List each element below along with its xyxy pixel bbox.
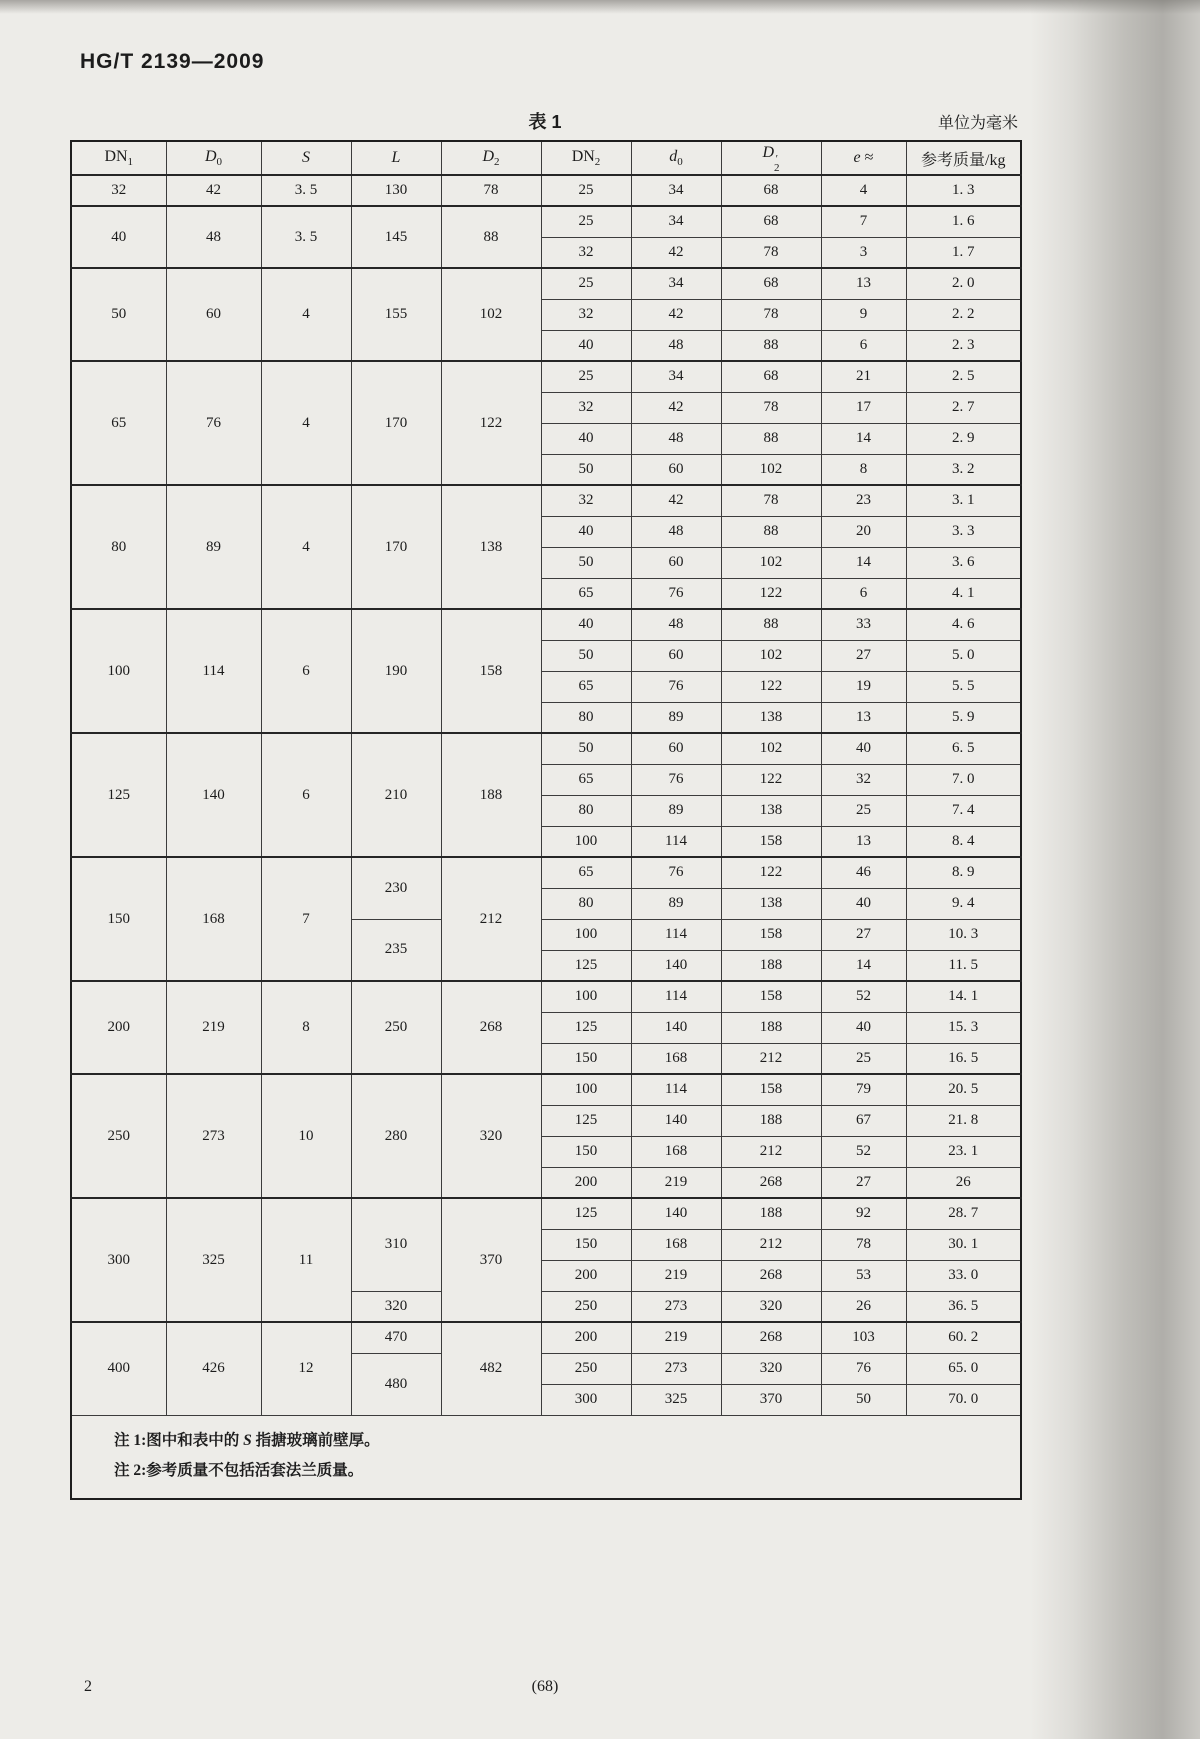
table-cell: 100 [541, 919, 631, 950]
table-row [71, 268, 1021, 299]
table-cell: 219 [166, 981, 261, 1074]
table-cell: 28. 7 [906, 1198, 1021, 1229]
table-cell: 76 [631, 857, 721, 888]
table-cell: 13 [821, 826, 906, 857]
table-cell: 2. 2 [906, 299, 1021, 330]
table-cell: 60 [631, 454, 721, 485]
table-cell: 60. 2 [906, 1322, 1021, 1353]
table-cell: 2. 5 [906, 361, 1021, 392]
table-cell: 250 [541, 1291, 631, 1322]
table-cell: 76 [631, 671, 721, 702]
table-cell: 80 [541, 795, 631, 826]
table-cell: 33 [821, 609, 906, 640]
table-cell: 140 [166, 733, 261, 857]
table-cell: 114 [631, 826, 721, 857]
table-cell: 76 [631, 764, 721, 795]
table-cell: 32 [71, 175, 166, 206]
table-cell: 5. 9 [906, 702, 1021, 733]
table-cell: 13 [821, 268, 906, 299]
table-cell: 138 [721, 795, 821, 826]
header-row [71, 141, 1021, 175]
table-cell: 235 [351, 919, 441, 981]
col-header-dn2: $DN_2$ [541, 141, 631, 175]
table-cell: 125 [541, 1198, 631, 1229]
col-header-dn1: $DN_1$ [71, 141, 166, 175]
table-cell: 23. 1 [906, 1136, 1021, 1167]
table-cell: 42 [631, 299, 721, 330]
table-cell: 114 [631, 919, 721, 950]
table-cell: 19 [821, 671, 906, 702]
unit-note: 单位为毫米 [937, 115, 1018, 132]
table-cell: 480 [351, 1353, 441, 1415]
table-cell: 200 [71, 981, 166, 1074]
table-cell: 470 [351, 1322, 441, 1353]
table-cell: 114 [631, 1074, 721, 1105]
table-cell: 32 [541, 299, 631, 330]
table-cell: 42 [166, 175, 261, 206]
table-cell: 2. 3 [906, 330, 1021, 361]
table-cell: 140 [631, 1198, 721, 1229]
table-cell: 9 [821, 299, 906, 330]
table-cell: 125 [541, 1105, 631, 1136]
table-row [71, 733, 1021, 764]
table-cell: 3. 5 [261, 175, 351, 206]
table-row [71, 1322, 1021, 1353]
table-row [71, 857, 1021, 888]
table-cell: 212 [721, 1043, 821, 1074]
table-cell: 168 [631, 1136, 721, 1167]
dimension-table [70, 140, 1022, 1500]
table-cell: 20 [821, 516, 906, 547]
table-cell: 8 [821, 454, 906, 485]
page-number: 2 [84, 1678, 92, 1695]
table-cell: 80 [541, 888, 631, 919]
center-page-number: (68) [531, 1678, 559, 1695]
table-cell: 78 [721, 485, 821, 516]
table-cell: 33. 0 [906, 1260, 1021, 1291]
table-cell: 1. 3 [906, 175, 1021, 206]
table-cell: 268 [721, 1322, 821, 1353]
table-cell: 219 [631, 1322, 721, 1353]
table-cell: 34 [631, 206, 721, 237]
table-cell: 34 [631, 361, 721, 392]
table-cell: 6 [821, 330, 906, 361]
table-cell: 60 [631, 640, 721, 671]
table-cell: 200 [541, 1322, 631, 1353]
table-cell: 3. 6 [906, 547, 1021, 578]
table-cell: 320 [721, 1291, 821, 1322]
table-cell: 53 [821, 1260, 906, 1291]
table-cell: 212 [721, 1136, 821, 1167]
table-cell: 89 [631, 795, 721, 826]
table-cell: 325 [166, 1198, 261, 1322]
table-cell: 46 [821, 857, 906, 888]
table-cell: 300 [541, 1384, 631, 1415]
table-cell: 114 [631, 981, 721, 1012]
table-cell: 9. 4 [906, 888, 1021, 919]
table-cell: 6. 5 [906, 733, 1021, 764]
table-cell: 3 [821, 237, 906, 268]
table-cell: 320 [721, 1353, 821, 1384]
table-cell: 140 [631, 1012, 721, 1043]
table-cell: 60 [631, 733, 721, 764]
table-row [71, 1198, 1021, 1229]
table-cell: 7. 0 [906, 764, 1021, 795]
table-cell: 65 [541, 578, 631, 609]
table-cell: 212 [721, 1229, 821, 1260]
table-cell: 15. 3 [906, 1012, 1021, 1043]
table-cell: 114 [166, 609, 261, 733]
table-cell: 482 [441, 1322, 541, 1415]
table-cell: 188 [721, 1198, 821, 1229]
table-row [71, 1074, 1021, 1105]
table-cell: 10 [261, 1074, 351, 1198]
table-cell: 65. 0 [906, 1353, 1021, 1384]
table-cell: 88 [721, 423, 821, 454]
table-cell: 27 [821, 1167, 906, 1198]
table-cell: 50 [541, 454, 631, 485]
table-cell: 7 [821, 206, 906, 237]
col-header-l: L [351, 141, 441, 175]
table-cell: 103 [821, 1322, 906, 1353]
table-cell: 14 [821, 547, 906, 578]
table-cell: 76 [166, 361, 261, 485]
table-cell: 170 [351, 361, 441, 485]
table-cell: 88 [721, 330, 821, 361]
table-cell: 42 [631, 392, 721, 423]
table-cell: 14. 1 [906, 981, 1021, 1012]
col-header-d2: $D_2$ [441, 141, 541, 175]
table-cell: 78 [721, 392, 821, 423]
table-cell: 122 [441, 361, 541, 485]
table-cell: 158 [441, 609, 541, 733]
table-cell: 8 [261, 981, 351, 1074]
table-cell: 4 [261, 485, 351, 609]
table-caption: 表 1 [528, 112, 562, 132]
table-cell: 212 [441, 857, 541, 981]
table-cell: 48 [166, 206, 261, 268]
table-caption-row [70, 108, 1020, 134]
table-cell: 25 [541, 206, 631, 237]
table-cell: 25 [541, 361, 631, 392]
table-cell: 200 [541, 1167, 631, 1198]
table-cell: 230 [351, 857, 441, 919]
table-row [71, 206, 1021, 237]
table-cell: 89 [631, 888, 721, 919]
table-cell: 67 [821, 1105, 906, 1136]
table-cell: 4. 6 [906, 609, 1021, 640]
table-notes [71, 1415, 1021, 1499]
table-cell: 48 [631, 516, 721, 547]
table-cell: 320 [441, 1074, 541, 1198]
table-cell: 78 [441, 175, 541, 206]
table-cell: 400 [71, 1322, 166, 1415]
table-cell: 50 [541, 733, 631, 764]
table-cell: 23 [821, 485, 906, 516]
table-cell: 88 [441, 206, 541, 268]
table-cell: 4 [821, 175, 906, 206]
table-cell: 89 [631, 702, 721, 733]
table-cell: 78 [721, 237, 821, 268]
table-cell: 65 [541, 764, 631, 795]
table-cell: 210 [351, 733, 441, 857]
table-cell: 25 [821, 1043, 906, 1074]
table-cell: 170 [351, 485, 441, 609]
table-cell: 68 [721, 175, 821, 206]
table-cell: 130 [351, 175, 441, 206]
table-cell: 48 [631, 330, 721, 361]
table-cell: 40 [71, 206, 166, 268]
table-cell: 32 [541, 485, 631, 516]
table-cell: 100 [541, 981, 631, 1012]
table-cell: 102 [441, 268, 541, 361]
table-cell: 88 [721, 609, 821, 640]
table-cell: 42 [631, 237, 721, 268]
table-cell: 268 [721, 1167, 821, 1198]
table-cell: 188 [721, 1105, 821, 1136]
table-cell: 40 [541, 516, 631, 547]
table-cell: 11 [261, 1198, 351, 1322]
table-cell: 7. 4 [906, 795, 1021, 826]
table-cell: 219 [631, 1167, 721, 1198]
table-cell: 158 [721, 981, 821, 1012]
col-header-d0-small: $d_0$ [631, 141, 721, 175]
table-cell: 10. 3 [906, 919, 1021, 950]
table-cell: 12 [261, 1322, 351, 1415]
table-cell: 1. 7 [906, 237, 1021, 268]
table-row [71, 361, 1021, 392]
table-cell: 52 [821, 1136, 906, 1167]
table-cell: 4 [261, 268, 351, 361]
table-cell: 102 [721, 733, 821, 764]
table-cell: 200 [541, 1260, 631, 1291]
table-row [71, 609, 1021, 640]
table-cell: 4. 1 [906, 578, 1021, 609]
table-cell: 68 [721, 268, 821, 299]
table-cell: 320 [351, 1291, 441, 1322]
table-cell: 2. 9 [906, 423, 1021, 454]
table-cell: 122 [721, 578, 821, 609]
table-cell: 40 [821, 733, 906, 764]
table-cell: 13 [821, 702, 906, 733]
table-cell: 125 [71, 733, 166, 857]
table-cell: 1. 6 [906, 206, 1021, 237]
table-cell: 280 [351, 1074, 441, 1198]
table-cell: 140 [631, 950, 721, 981]
table-cell: 5. 0 [906, 640, 1021, 671]
table-cell: 250 [541, 1353, 631, 1384]
table-cell: 34 [631, 175, 721, 206]
table-cell: 92 [821, 1198, 906, 1229]
col-header-e: e ≈ [821, 141, 906, 175]
table-cell: 100 [541, 1074, 631, 1105]
table-cell: 188 [721, 950, 821, 981]
table-cell: 125 [541, 1012, 631, 1043]
standard-code: HG/T 2139—2009 [80, 50, 265, 73]
table-cell: 50 [541, 640, 631, 671]
table-cell: 78 [721, 299, 821, 330]
table-cell: 273 [166, 1074, 261, 1198]
table-cell: 26 [821, 1291, 906, 1322]
table-cell: 5. 5 [906, 671, 1021, 702]
table-cell: 145 [351, 206, 441, 268]
note-1: 注 1:图中和表中的 S 指搪玻璃前壁厚。 [114, 1431, 380, 1449]
table-cell: 190 [351, 609, 441, 733]
table-cell: 370 [441, 1198, 541, 1322]
col-header-d2-prime: D ′ 2 [721, 141, 821, 175]
table-cell: 60 [166, 268, 261, 361]
table-cell: 21. 8 [906, 1105, 1021, 1136]
table-cell: 250 [351, 981, 441, 1074]
table-cell: 50 [821, 1384, 906, 1415]
table-cell: 68 [721, 206, 821, 237]
table-cell: 78 [821, 1229, 906, 1260]
table-cell: 2. 0 [906, 268, 1021, 299]
table-cell: 426 [166, 1322, 261, 1415]
table-cell: 3. 2 [906, 454, 1021, 485]
table-cell: 25 [541, 268, 631, 299]
table-row [71, 485, 1021, 516]
table-cell: 102 [721, 454, 821, 485]
table-cell: 158 [721, 919, 821, 950]
table-cell: 268 [721, 1260, 821, 1291]
table-cell: 48 [631, 423, 721, 454]
notes-row [71, 1415, 1021, 1499]
table-cell: 27 [821, 919, 906, 950]
table-cell: 158 [721, 826, 821, 857]
table-cell: 188 [441, 733, 541, 857]
table-cell: 150 [71, 857, 166, 981]
table-cell: 138 [721, 702, 821, 733]
table-cell: 155 [351, 268, 441, 361]
table-cell: 50 [541, 547, 631, 578]
table-cell: 370 [721, 1384, 821, 1415]
table-cell: 40 [541, 330, 631, 361]
table-cell: 8. 9 [906, 857, 1021, 888]
table-cell: 89 [166, 485, 261, 609]
table-cell: 219 [631, 1260, 721, 1291]
table-cell: 32 [821, 764, 906, 795]
table-row [71, 981, 1021, 1012]
table-cell: 4 [261, 361, 351, 485]
table-cell: 3. 3 [906, 516, 1021, 547]
table-cell: 3. 1 [906, 485, 1021, 516]
table-cell: 36. 5 [906, 1291, 1021, 1322]
table-cell: 122 [721, 764, 821, 795]
table-cell: 79 [821, 1074, 906, 1105]
table-cell: 68 [721, 361, 821, 392]
table-cell: 40 [821, 1012, 906, 1043]
table-cell: 138 [721, 888, 821, 919]
table-cell: 2. 7 [906, 392, 1021, 423]
table-cell: 273 [631, 1291, 721, 1322]
table-cell: 26 [906, 1167, 1021, 1198]
table-cell: 76 [821, 1353, 906, 1384]
table-cell: 100 [541, 826, 631, 857]
table-cell: 150 [541, 1229, 631, 1260]
table-cell: 14 [821, 950, 906, 981]
table-cell: 80 [71, 485, 166, 609]
table-cell: 250 [71, 1074, 166, 1198]
table-cell: 11. 5 [906, 950, 1021, 981]
table-cell: 188 [721, 1012, 821, 1043]
table-cell: 122 [721, 857, 821, 888]
table-cell: 7 [261, 857, 351, 981]
table-cell: 125 [541, 950, 631, 981]
table-cell: 52 [821, 981, 906, 1012]
table-cell: 60 [631, 547, 721, 578]
table-cell: 50 [71, 268, 166, 361]
table-cell: 6 [261, 733, 351, 857]
table-cell: 76 [631, 578, 721, 609]
table-cell: 150 [541, 1136, 631, 1167]
table-cell: 40 [821, 888, 906, 919]
table-cell: 268 [441, 981, 541, 1074]
table-cell: 80 [541, 702, 631, 733]
note-2: 注 2:参考质量不包括活套法兰质量。 [114, 1461, 364, 1479]
table-cell: 6 [261, 609, 351, 733]
table-cell: 25 [541, 175, 631, 206]
table-cell: 14 [821, 423, 906, 454]
table-cell: 122 [721, 671, 821, 702]
table-body [71, 175, 1021, 1415]
table-cell: 88 [721, 516, 821, 547]
col-header-d0: $D_0$ [166, 141, 261, 175]
table-cell: 6 [821, 578, 906, 609]
table-cell: 32 [541, 237, 631, 268]
table-cell: 40 [541, 609, 631, 640]
table-cell: 20. 5 [906, 1074, 1021, 1105]
table-cell: 25 [821, 795, 906, 826]
table-cell: 325 [631, 1384, 721, 1415]
table-cell: 42 [631, 485, 721, 516]
table-cell: 8. 4 [906, 826, 1021, 857]
col-header-s: S [261, 141, 351, 175]
table-cell: 168 [631, 1229, 721, 1260]
table-cell: 30. 1 [906, 1229, 1021, 1260]
table-cell: 150 [541, 1043, 631, 1074]
table-cell: 48 [631, 609, 721, 640]
table-cell: 34 [631, 268, 721, 299]
table-cell: 32 [541, 392, 631, 423]
table-cell: 40 [541, 423, 631, 454]
table-cell: 17 [821, 392, 906, 423]
table-cell: 300 [71, 1198, 166, 1322]
table-cell: 102 [721, 640, 821, 671]
table-cell: 100 [71, 609, 166, 733]
table-cell: 168 [631, 1043, 721, 1074]
table-row [71, 175, 1021, 206]
table-cell: 168 [166, 857, 261, 981]
table-cell: 273 [631, 1353, 721, 1384]
table-cell: 3. 5 [261, 206, 351, 268]
table-cell: 21 [821, 361, 906, 392]
table-cell: 65 [71, 361, 166, 485]
table-cell: 158 [721, 1074, 821, 1105]
page-footer [70, 1678, 1020, 1702]
table-cell: 70. 0 [906, 1384, 1021, 1415]
table-cell: 27 [821, 640, 906, 671]
table-cell: 65 [541, 857, 631, 888]
table-cell: 140 [631, 1105, 721, 1136]
table-cell: 65 [541, 671, 631, 702]
table-cell: 138 [441, 485, 541, 609]
table-cell: 16. 5 [906, 1043, 1021, 1074]
col-header-mass: 参考质量/kg [906, 141, 1021, 175]
table-cell: 310 [351, 1198, 441, 1291]
table-cell: 102 [721, 547, 821, 578]
